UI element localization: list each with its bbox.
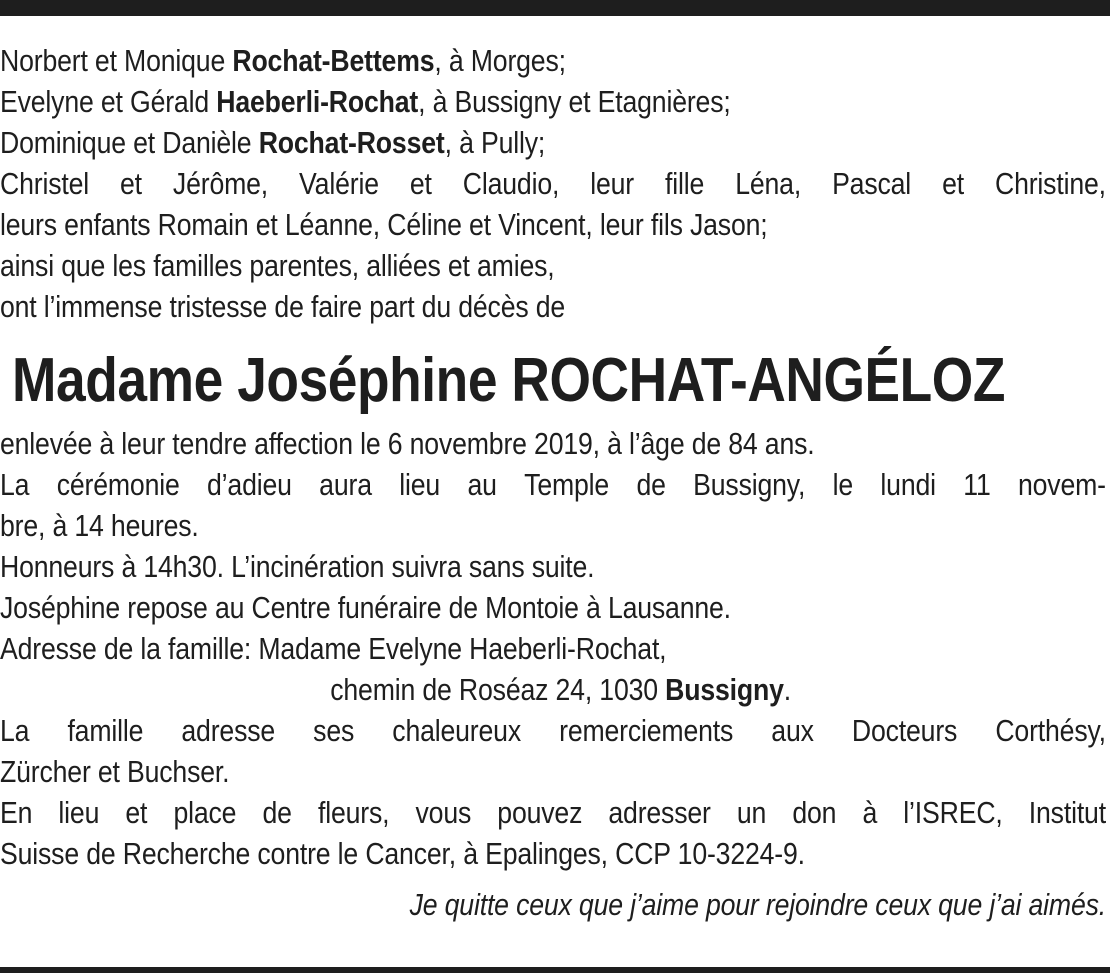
- family-name-1: Rochat-Bettems: [232, 43, 435, 78]
- family-line-1-post: , à Morges;: [434, 43, 566, 78]
- address-street: chemin de Roséaz 24, 1030: [330, 672, 666, 707]
- rests-line: Joséphine repose au Centre funéraire de Montoie à Lausanne.: [0, 590, 731, 625]
- announcement-line: ont l’immense tristesse de faire part du décès de: [0, 289, 566, 324]
- family-line-1: [0, 40, 951, 81]
- donation-line-1: [0, 792, 1106, 833]
- death-line: enlevée à leur tendre affection le 6 novembre 2019, à l’âge de 84 ans.: [0, 426, 815, 461]
- closing-quote: Je quitte ceux que j’aime pour rejoindre ceux que j’ai aimés.: [409, 887, 1106, 922]
- address-street-line: [0, 669, 951, 710]
- word: Corthésy,: [995, 713, 1106, 748]
- address-label: Adresse de la famille: Madame Evelyne Haeberli-Rochat,: [0, 631, 667, 666]
- family-line-2-post: , à Bussigny et Etagnières;: [418, 84, 731, 119]
- word: un: [736, 795, 767, 830]
- word: de: [262, 795, 292, 830]
- thanks-line-1: [0, 710, 1106, 751]
- word: aura: [319, 467, 372, 502]
- word: remerciements: [559, 713, 734, 748]
- word: leur: [590, 166, 635, 201]
- word: aux: [771, 713, 814, 748]
- word: vous: [415, 795, 472, 830]
- word: fleurs,: [317, 795, 390, 830]
- top-border-rule: [0, 0, 1110, 16]
- grandchildren-line-2: leurs enfants Romain et Léanne, Céline et Vincent, leur fils Jason;: [0, 207, 768, 242]
- family-line-3: [0, 122, 951, 163]
- family-name-3: Rochat-Rosset: [258, 125, 445, 160]
- word: le: [832, 467, 854, 502]
- word: Claudio,: [462, 166, 560, 201]
- word: chaleureux: [392, 713, 521, 748]
- word: adresse: [181, 713, 276, 748]
- grandchildren-line-1: [0, 163, 1106, 204]
- word: La: [0, 467, 30, 502]
- family-line-2-pre: Evelyne et Gérald: [0, 84, 217, 119]
- donation-line-2: Suisse de Recherche contre le Cancer, à Epalinges, CCP 10-3224-9.: [0, 836, 805, 871]
- word: et: [942, 166, 964, 201]
- word: Léna,: [735, 166, 802, 201]
- word: Christel: [0, 166, 89, 201]
- ceremony-line-1: [0, 464, 1106, 505]
- relatives-line: ainsi que les familles parentes, alliées et amies,: [0, 248, 555, 283]
- word: Temple: [524, 467, 610, 502]
- honours-line: Honneurs à 14h30. L’incinération suivra sans suite.: [0, 549, 595, 584]
- word: lieu: [58, 795, 100, 830]
- word: fille: [665, 166, 705, 201]
- word: pouvez: [497, 795, 583, 830]
- word: ses: [313, 713, 355, 748]
- word: adresser: [608, 795, 711, 830]
- word: Valérie: [299, 166, 379, 201]
- word: place: [173, 795, 237, 830]
- address-end: .: [783, 672, 792, 707]
- word: Christine,: [994, 166, 1106, 201]
- word: lieu: [399, 467, 441, 502]
- ceremony-line-2: bre, à 14 heures.: [0, 508, 199, 543]
- word: de: [636, 467, 666, 502]
- word: lundi: [880, 467, 936, 502]
- word: cérémonie: [56, 467, 180, 502]
- word: 11: [963, 467, 991, 502]
- family-line-2: [0, 81, 951, 122]
- word: Jérôme,: [172, 166, 269, 201]
- word: Docteurs: [851, 713, 958, 748]
- address-city: Bussigny: [665, 672, 784, 707]
- family-line-1-pre: Norbert et Monique: [0, 43, 233, 78]
- word: l’ISREC,: [903, 795, 1003, 830]
- word: novem-: [1017, 467, 1106, 502]
- word: au: [467, 467, 497, 502]
- word: et: [409, 166, 432, 201]
- obituary-notice: [0, 40, 1106, 925]
- word: Pascal: [832, 166, 912, 201]
- word: don: [792, 795, 837, 830]
- word: et: [125, 795, 148, 830]
- word: La: [0, 713, 30, 748]
- word: Institut: [1028, 795, 1106, 830]
- word: En: [0, 795, 33, 830]
- word: famille: [67, 713, 144, 748]
- family-line-3-post: , à Pully;: [444, 125, 546, 160]
- family-name-2: Haeberli-Rochat: [216, 84, 419, 119]
- bottom-border-rule: [0, 967, 1110, 973]
- thanks-line-2: Zürcher et Buchser.: [0, 754, 230, 789]
- deceased-name: Madame Joséphine ROCHAT-ANGÉLOZ: [12, 346, 1006, 415]
- word: à: [862, 795, 878, 830]
- family-line-3-pre: Dominique et Danièle: [0, 125, 259, 160]
- word: Bussigny,: [693, 467, 806, 502]
- word: d’adieu: [207, 467, 292, 502]
- word: et: [120, 166, 142, 201]
